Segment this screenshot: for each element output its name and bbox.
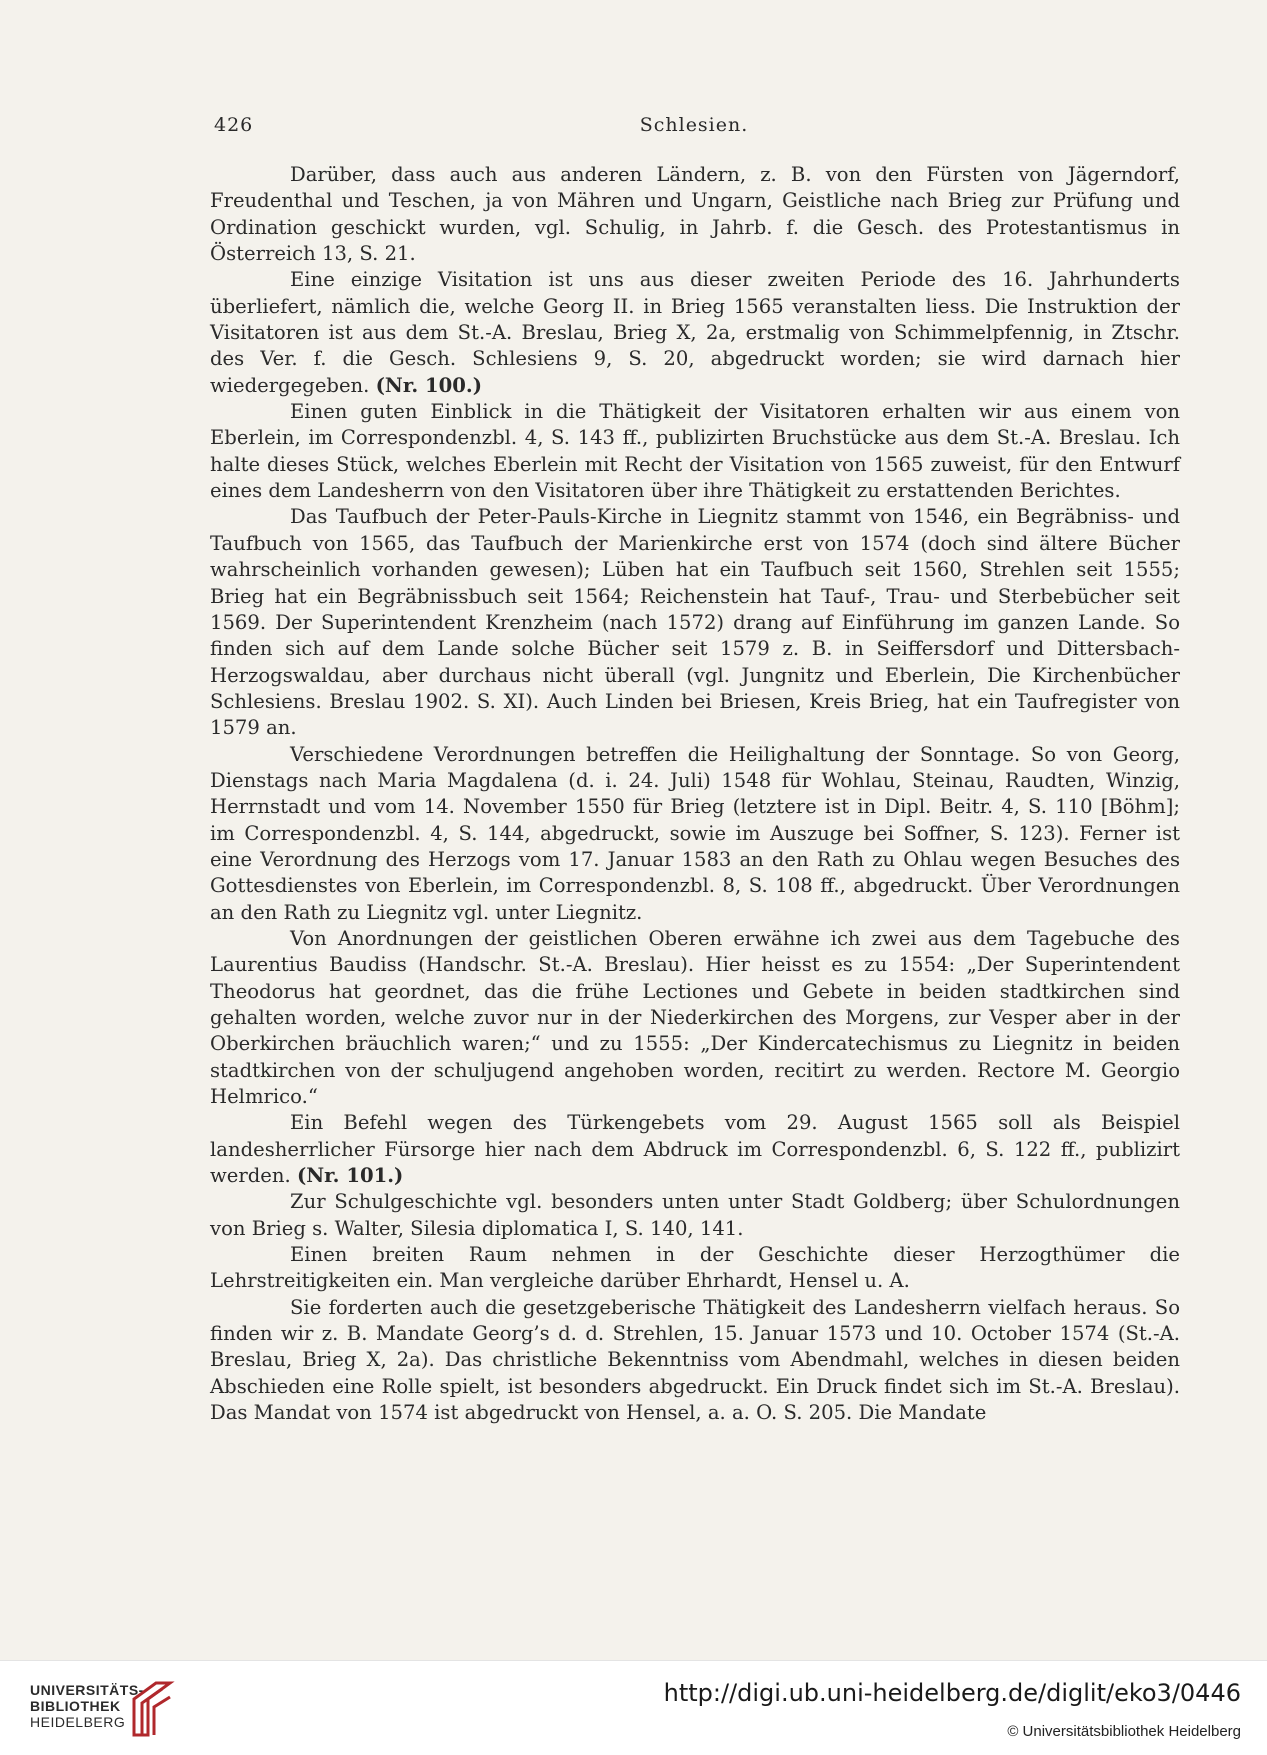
copyright-notice: © Universitätsbibliothek Heidelberg [1007,1723,1241,1740]
library-logo-text: UNIVERSITÄTS- BIBLIOTHEK HEIDELBERG [30,1682,144,1730]
footer-bar [0,1660,1267,1755]
document-reference: (Nr. 101.) [296,1164,404,1188]
body-text [210,162,1180,1427]
document-reference: (Nr. 100.) [375,373,482,397]
paragraph: Von Anordnungen der geistlichen Oberen erwähne ich zwei aus dem Tagebuche des Laurentius Baudiss (Handschr. St.-A. Breslau). Hier heisst es zu 1554: „Der Superintendent Theodorus hat geordnet, das die frühe Lectiones und Gebete in beiden stadtkirchen sind gehalten worden, welche zuvor nur in der Niederkirchen des Morgens, zur Vesper aber in der Oberkirchen bräuchlich waren;“ und zu 1555: „Der Kindercatechismus zu Liegnitz in beiden stadtkirchen von der schuljugend angehoben worden, recitirt zu werden. Rectore M. Georgio Helmrico.“ [210,926,1180,1109]
paragraph: Ein Befehl wegen des Türkengebets vom 29. August 1565 soll als Beispiel landesherrlicher Fürsorge hier nach dem Abdruck im Correspondenzbl. 6, S. 122 ff., publizirt werden. (Nr. 101.) [210,1111,1180,1188]
paragraph: Das Taufbuch der Peter-Pauls-Kirche in Liegnitz stammt von 1546, ein Begräbniss- und Taufbuch von 1565, das Taufbuch der Marienkirche erst von 1574 (doch sind ältere Bücher wahrscheinlich vorhanden gewesen); Lüben hat ein Taufbuch seit 1560, Strehlen seit 1555; Brieg hat ein Begräbnissbuch seit 1564; Reichenstein hat Tauf-, Trau- und Sterbebücher seit 1569. Der Superintendent Krenzheim (nach 1572) drang auf Einführung im ganzen Lande. So finden sich auf dem Lande solche Bücher seit 1579 z. B. in Seiffersdorf und Dittersbach-Herzogswaldau, aber durchaus nicht überall (vgl. Jungnitz und Eberlein, Die Kirchenbücher Schlesiens. Breslau 1902. S. XI). Auch Linden bei Briesen, Kreis Brieg, hat ein Taufregister von 1579 an. [210,505,1180,740]
paragraph: Einen breiten Raum nehmen in der Geschichte dieser Herzogthümer die Lehrstreitigkeiten ein. Man vergleiche darüber Ehrhardt, Hensel u. A. [210,1243,1180,1293]
page-number: 426 [214,114,254,136]
header-title: Schlesien. [639,114,749,136]
paragraph: Sie forderten auch die gesetzgeberische Thätigkeit des Landesherrn vielfach heraus. So finden wir z. B. Mandate Georg’s d. d. Strehlen, 15. Januar 1573 und 10. October 1574 (St.-A. Breslau, Brieg X, 2a). Das christliche Bekenntniss vom Abendmahl, welches in diesen beiden Abschieden eine Rolle spielt, ist besonders abgedruckt. Ein Druck findet sich im St.-A. Breslau). Das Mandat von 1574 ist abgedruckt von Hensel, a. a. O. S. 205. Die Mandate [210,1295,1180,1425]
library-logo-icon [126,1677,176,1741]
source-url-link[interactable]: http://digi.ub.uni-heidelberg.de/diglit/eko3/0446 [663,1679,1241,1707]
paragraph: Zur Schulgeschichte vgl. besonders unten unter Stadt Goldberg; über Schulordnungen von Brieg s. Walter, Silesia diplomatica I, S. 140, 141. [210,1190,1180,1240]
paragraph: Einen guten Einblick in die Thätigkeit der Visitatoren erhalten wir aus einem von Eberlein, im Correspondenzbl. 4, S. 143 ff., publizirten Bruchstücke aus dem St.-A. Breslau. Ich halte dieses Stück, welches Eberlein mit Recht der Visitation von 1565 zuweist, für den Entwurf eines dem Landesherrn von den Visitatoren über ihre Thätigkeit zu erstattenden Berichtes. [210,400,1180,503]
paragraph: Darüber, dass auch aus anderen Ländern, z. B. von den Fürsten von Jägerndorf, Freudenthal und Teschen, ja von Mähren und Ungarn, Geistliche nach Brieg zur Prüfung und Ordination geschickt wurden, vgl. Schulig, in Jahrb. f. die Gesch. des Protestantismus in Österreich 13, S. 21. [210,163,1180,266]
running-head [214,114,1174,142]
paragraph: Eine einzige Visitation ist uns aus dieser zweiten Periode des 16. Jahrhunderts überliefert, nämlich die, welche Georg II. in Brieg 1565 veranstalten liess. Die Instruktion der Visitatoren ist aus dem St.-A. Breslau, Brieg X, 2a, erstmalig von Schimmelpfennig, in Ztschr. des Ver. f. die Gesch. Schlesiens 9, S. 20, abgedruckt worden; sie wird darnach hier wiedergegeben. (Nr. 100.) [210,268,1180,397]
paragraph: Verschiedene Verordnungen betreffen die Heilighaltung der Sonntage. So von Georg, Dienstags nach Maria Magdalena (d. i. 24. Juli) 1548 für Wohlau, Steinau, Raudten, Winzig, Herrnstadt und vom 14. November 1550 für Brieg (letztere ist in Dipl. Beitr. 4, S. 110 [Böhm]; im Correspondenzbl. 4, S. 144, abgedruckt, sowie im Auszuge bei Soffner, S. 123). Ferner ist eine Verordnung des Herzogs vom 17. Januar 1583 an den Rath zu Ohlau wegen Besuches des Gottesdienstes von Eberlein, im Correspondenzbl. 8, S. 108 ff., abgedruckt. Über Verordnungen an den Rath zu Liegnitz vgl. unter Liegnitz. [210,742,1180,924]
